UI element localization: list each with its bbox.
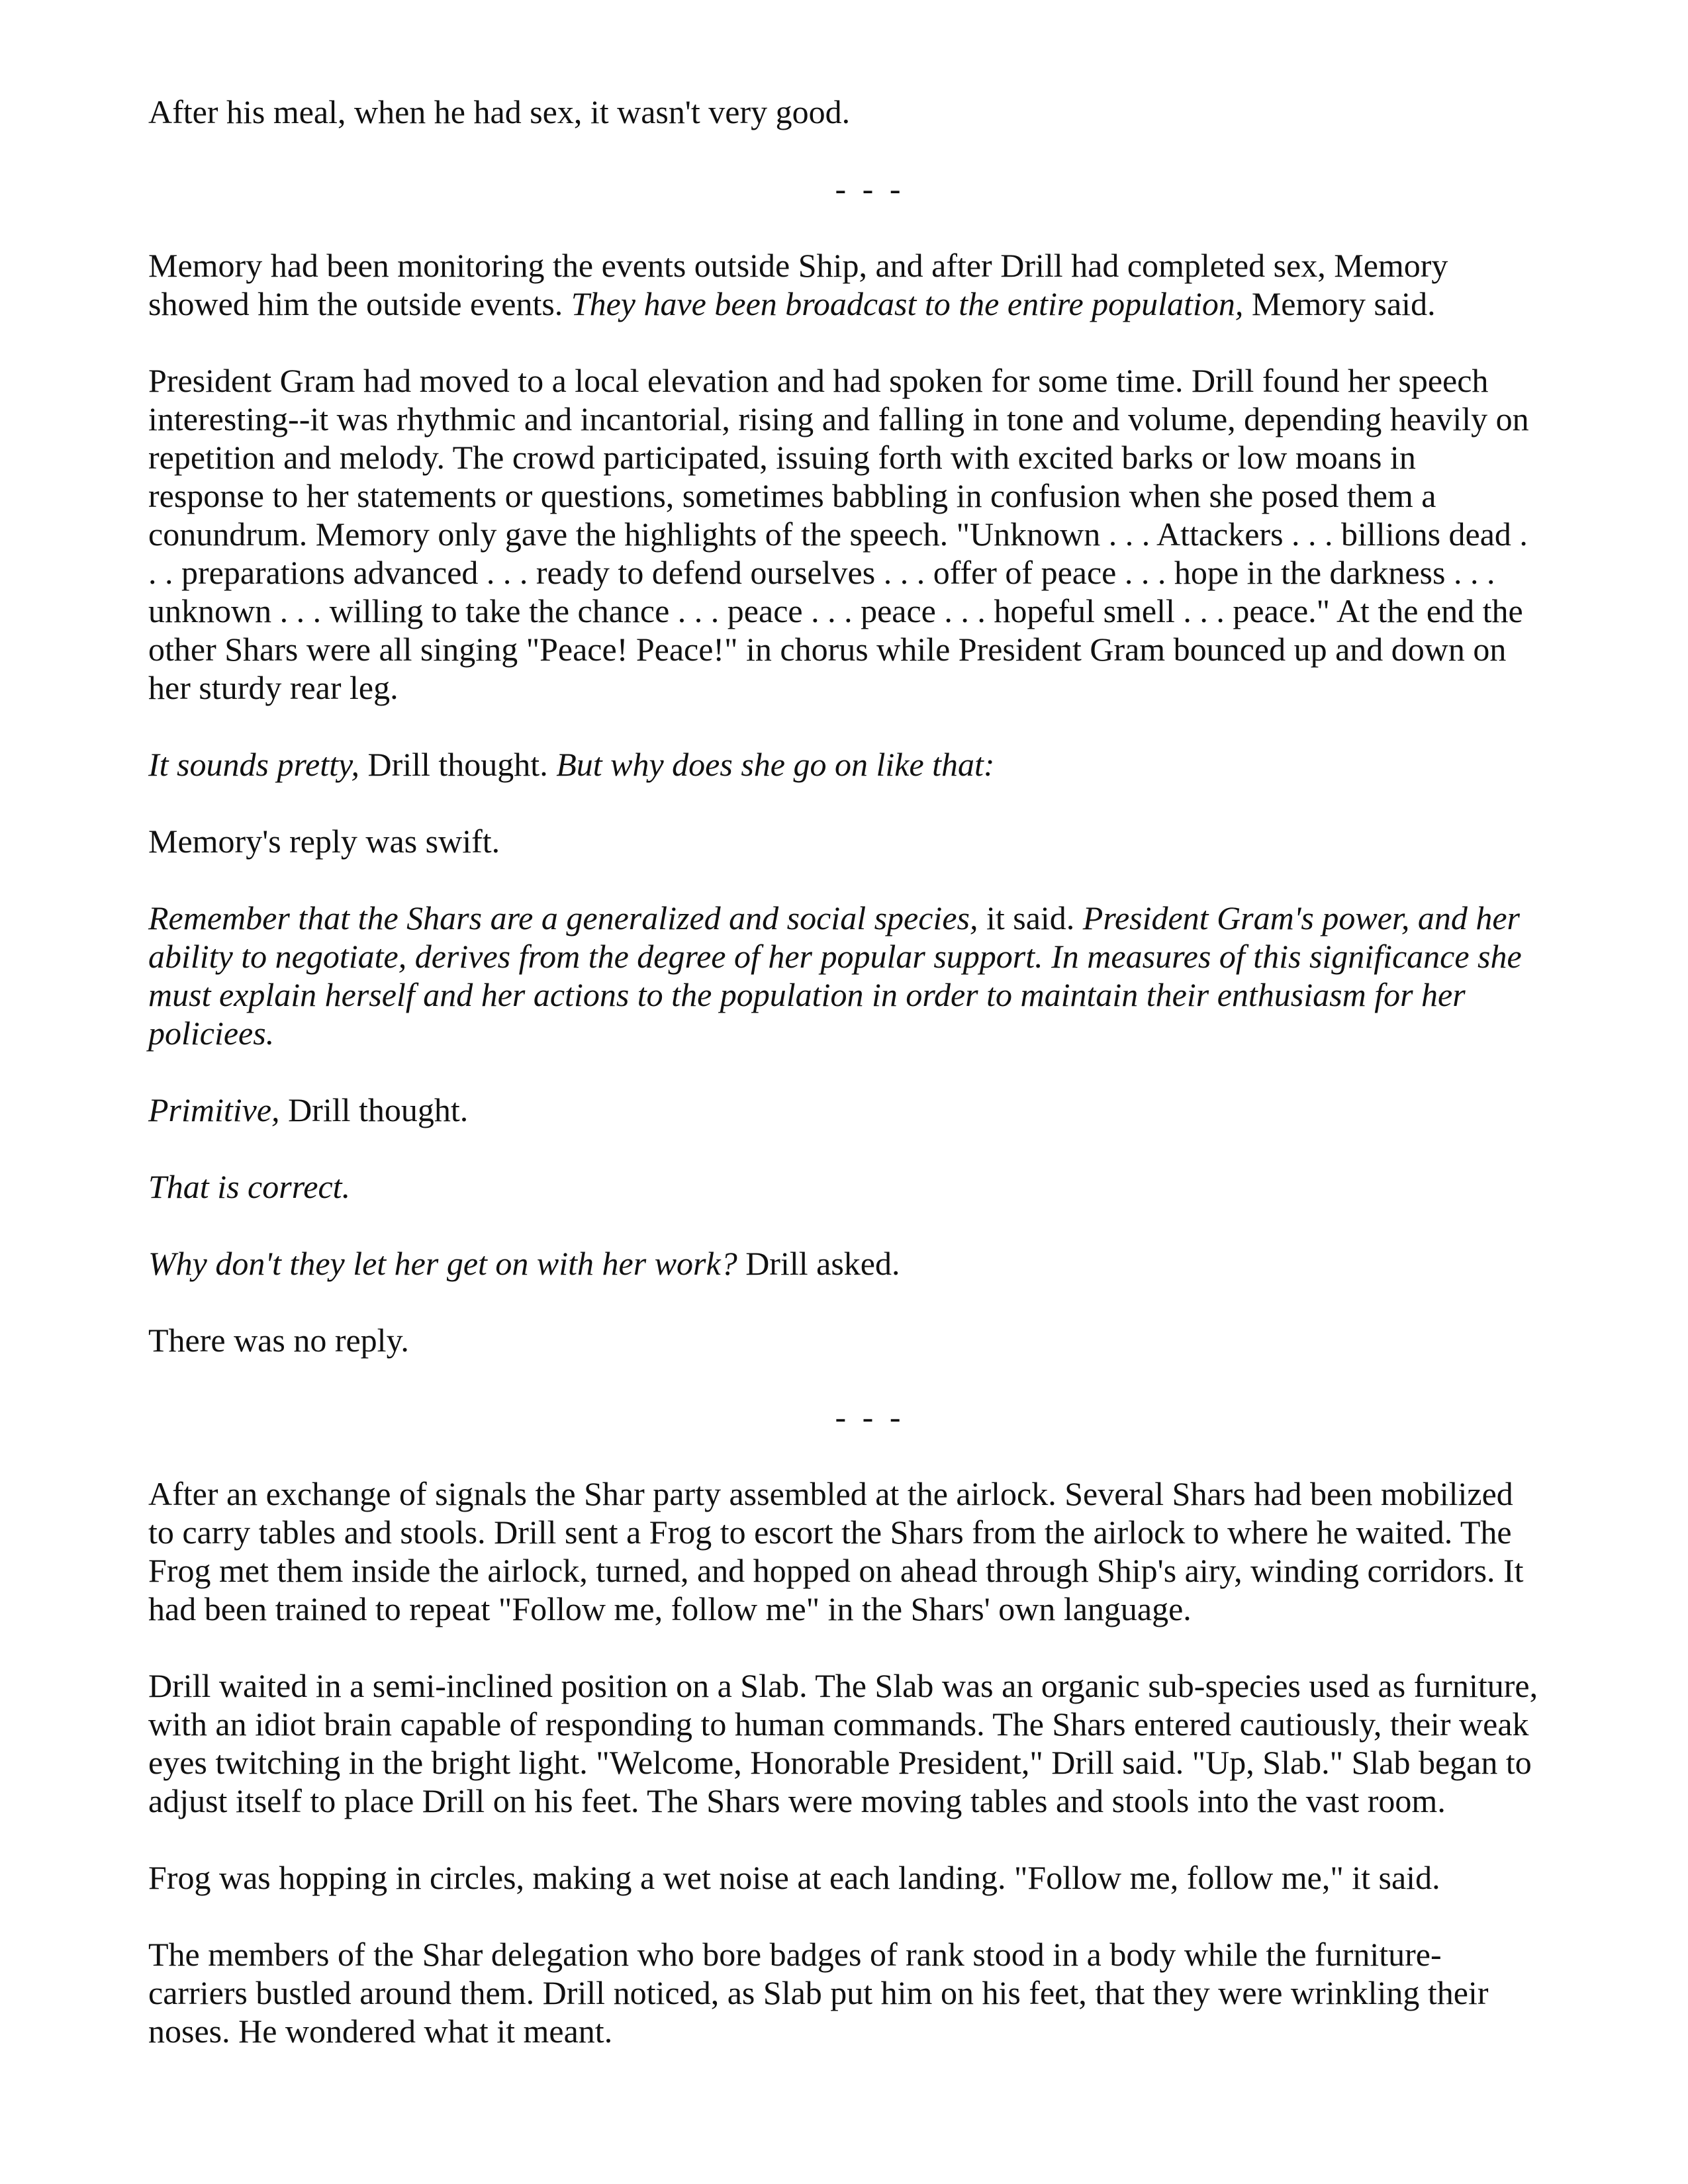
paragraph-6-italic-c: President Gram's power, and her ability to negotiate, derives from the degree of her popular support. In measures of this significance she must explain herself and her actions to the population in order to maintain their enthusiasm for her policiees. [148, 899, 1522, 1052]
paragraph-12: Drill waited in a semi-inclined position on a Slab. The Slab was an organic sub-species used as furniture, with an idiot brain capable of responding to human commands. The Shars entered cautiously, their weak eyes twitching in the bright light. "Welcome, Honorable President," Drill said. "Up, Slab." Slab began to adjust itself to place Drill on his feet. The Shars were moving tables and stools into the vast room. [148, 1667, 1538, 1819]
paragraph-4-italic-c: But why does she go on like that: [556, 746, 995, 783]
paragraph-9 [148, 1244, 1538, 1283]
paragraph-4-italic-a: It sounds pretty, [148, 746, 359, 783]
paragraph-2 [148, 246, 1538, 323]
section-separator-1: - - - [835, 170, 905, 207]
section-separator-2: - - - [835, 1398, 905, 1435]
paragraph-2-text-c: Memory said. [1243, 285, 1436, 322]
paragraph-1: After his meal, when he had sex, it wasn't very good. [148, 93, 851, 130]
paragraph-7-text: Drill thought. [279, 1091, 469, 1128]
paragraph-2-italic: They have been broadcast to the entire population, [571, 285, 1244, 322]
paragraph-2-text-a: Memory had been monitoring the events outside Ship, and after Drill had completed sex, Memory showed him the outside events. [148, 247, 1448, 322]
paragraph-5: Memory's reply was swift. [148, 823, 500, 860]
paragraph-9-text: Drill asked. [737, 1245, 900, 1282]
paragraph-3: President Gram had moved to a local elevation and had spoken for some time. Drill found her speech interesting--it was rhythmic and incantorial, rising and falling in tone and volume, depending heavily on repetition and melody. The crowd participated, issuing forth with excited barks or low moans in response to her statements or questions, sometimes babbling in confusion when she posed them a conundrum. Memory only gave the highlights of the speech. "Unknown . . . Attackers . . . billions dead . . . preparations advanced . . . ready to defend ourselves . . . offer of peace . . . hope in the darkness . . . unknown . . . willing to take the chance . . . peace . . . peace . . . hopeful smell . . . peace." At the end the other Shars were all singing "Peace! Peace!" in chorus while President Gram bounced up and down on her sturdy rear leg. [148, 362, 1529, 706]
paragraph-6-italic-a: Remember that the Shars are a generalized and social species, [148, 899, 978, 936]
paragraph-7 [148, 1091, 1538, 1129]
document-page [148, 93, 1538, 2050]
paragraph-10: There was no reply. [148, 1322, 409, 1359]
paragraph-6-text-b: it said. [978, 899, 1083, 936]
paragraph-6 [148, 899, 1538, 1052]
paragraph-11: After an exchange of signals the Shar party assembled at the airlock. Several Shars had been mobilized to carry tables and stools. Drill sent a Frog to escort the Shars from the airlock to where he waited. The Frog met them inside the airlock, turned, and hopped on ahead through Ship's airy, winding corridors. It had been trained to repeat "Follow me, follow me" in the Shars' own language. [148, 1475, 1524, 1627]
paragraph-8: That is correct. [148, 1168, 351, 1205]
paragraph-4-text-b: Drill thought. [359, 746, 557, 783]
paragraph-9-italic: Why don't they let her get on with her work? [148, 1245, 737, 1282]
paragraph-4 [148, 745, 1538, 784]
paragraph-14: The members of the Shar delegation who bore badges of rank stood in a body while the furniture-carriers bustled around them. Drill noticed, as Slab put him on his feet, that they were wrinkling their noses. He wondered what it meant. [148, 1936, 1489, 2050]
paragraph-13: Frog was hopping in circles, making a wet noise at each landing. "Follow me, follow me," it said. [148, 1859, 1440, 1896]
paragraph-7-italic: Primitive, [148, 1091, 280, 1128]
